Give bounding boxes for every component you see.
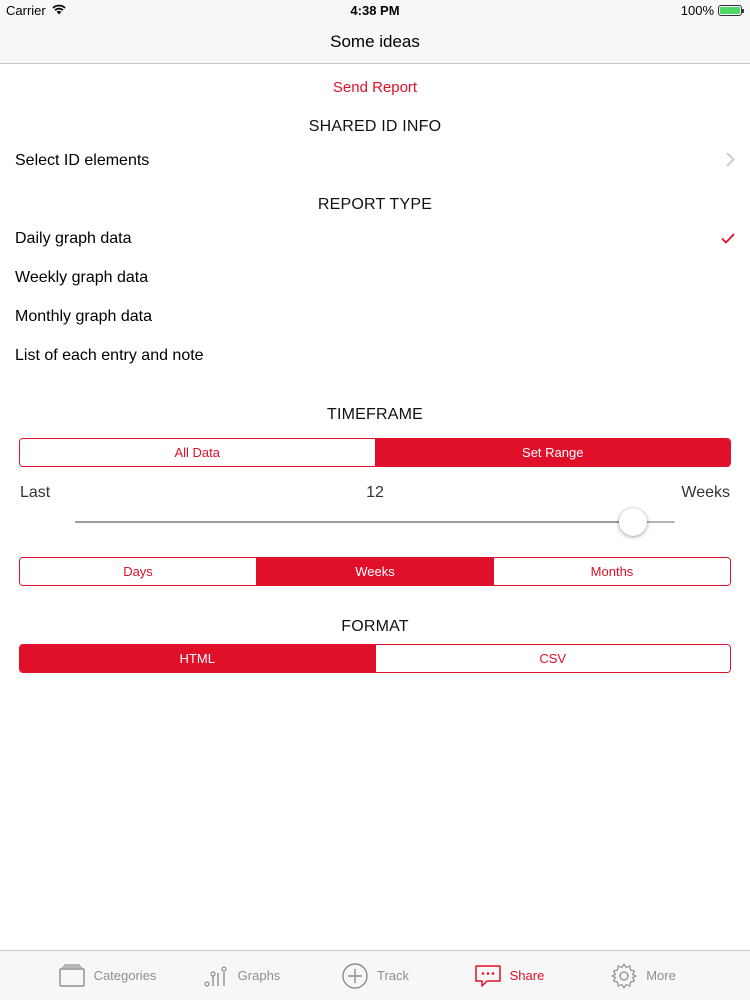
report-type-option-label: Monthly graph data [15, 308, 152, 325]
slider-fill [75, 521, 633, 523]
tab-bar [0, 950, 750, 1000]
shared-id-header: SHARED ID INFO [308, 118, 442, 135]
tab-more[interactable] [576, 951, 710, 1000]
tab-label: Categories [93, 968, 157, 983]
tab-categories[interactable] [40, 951, 174, 1000]
status-right [681, 3, 742, 18]
timeframe-unit-segment[interactable]: Months [493, 558, 730, 585]
format-header: FORMAT [341, 618, 409, 635]
chevron-right-icon [726, 150, 735, 173]
range-readout [20, 484, 730, 504]
report-type-option-label: Weekly graph data [15, 269, 149, 286]
range-prefix: Last [20, 484, 51, 501]
navigation-bar [0, 22, 750, 64]
timeframe-mode-segment[interactable]: All Data [20, 439, 375, 466]
tab-label: Graphs [237, 968, 281, 983]
timeframe-unit-segment[interactable]: Days [20, 558, 256, 585]
categories-icon [58, 962, 86, 990]
checkmark-icon [721, 229, 735, 249]
timeframe-header: TIMEFRAME [326, 406, 424, 423]
tab-label: Track [376, 968, 410, 983]
report-type-option[interactable] [15, 224, 735, 254]
report-type-header: REPORT TYPE [317, 196, 433, 213]
format-control [19, 644, 731, 673]
track-plus-icon [341, 962, 369, 990]
status-bar [0, 0, 750, 22]
select-id-elements-label: Select ID elements [15, 152, 150, 169]
gear-icon [610, 962, 638, 990]
tab-share[interactable] [442, 951, 576, 1000]
report-type-option-label: List of each entry and note [15, 347, 204, 364]
tab-label: Share [509, 968, 545, 983]
range-slider[interactable] [75, 508, 675, 536]
send-report-button[interactable]: Send Report [332, 79, 418, 96]
tab-label: More [646, 968, 676, 983]
report-type-option[interactable] [15, 341, 735, 371]
report-type-option[interactable] [15, 302, 735, 332]
range-value: 12 [366, 484, 384, 501]
format-segment[interactable]: CSV [375, 645, 731, 672]
select-id-elements-row[interactable] [15, 146, 735, 176]
timeframe-mode-segment[interactable]: Set Range [375, 439, 731, 466]
slider-thumb[interactable] [619, 508, 647, 536]
page-title: Some ideas [330, 32, 420, 51]
report-type-option[interactable] [15, 263, 735, 293]
battery-icon [718, 5, 742, 16]
timeframe-unit-segment[interactable]: Weeks [256, 558, 493, 585]
graphs-icon [202, 962, 230, 990]
timeframe-mode-control [19, 438, 731, 467]
status-time: 4:38 PM [350, 3, 400, 18]
share-icon [474, 962, 502, 990]
carrier-label: Carrier [6, 3, 46, 18]
range-unit: Weeks [681, 484, 730, 501]
tab-track[interactable] [308, 951, 442, 1000]
timeframe-unit-control [19, 557, 731, 586]
report-type-option-label: Daily graph data [15, 230, 132, 247]
tab-graphs[interactable] [174, 951, 308, 1000]
format-segment[interactable]: HTML [20, 645, 375, 672]
battery-label: 100% [680, 3, 714, 18]
